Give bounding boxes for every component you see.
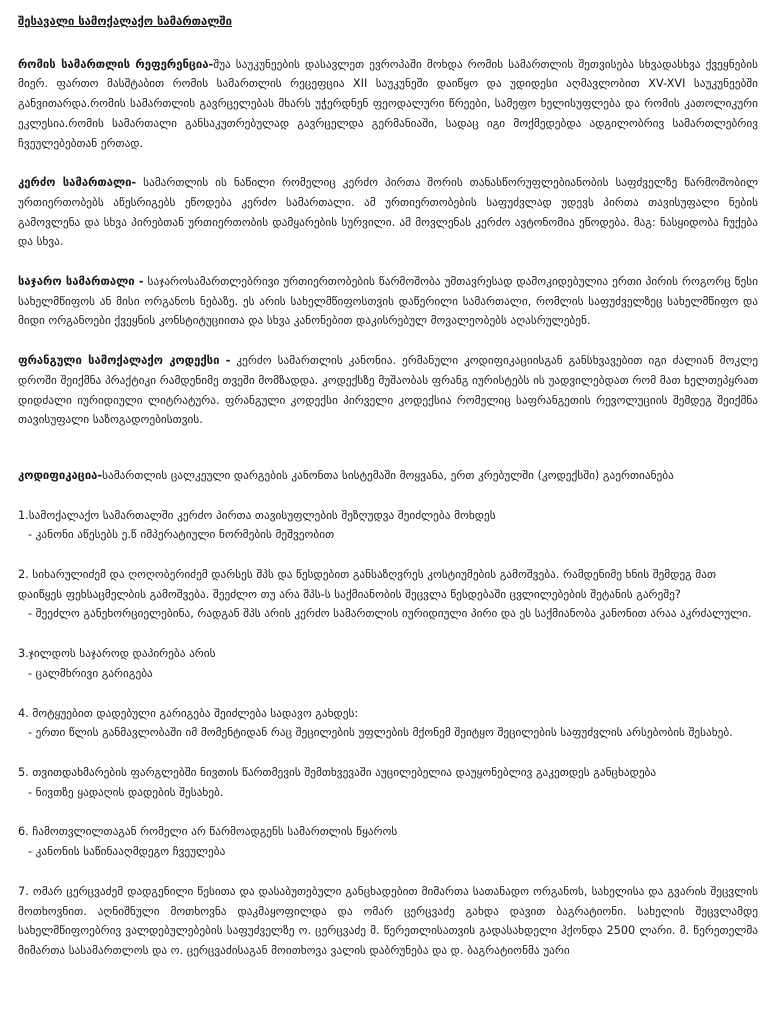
question-text: 5. თვითდახმარების ფარგლებში ნივთის წართმევის შემთხვევაში აუცილებელია დაუყონებლივ გაკეთდეს განცხადება [18,765,657,779]
answer-text: - ერთი წლის განმავლობაში იმ მომენტიდან რაც შეცილების უფლების მქონემ შეიტყო შეცილების საფუძვლის არსებობის შესახებ. [28,726,733,740]
paragraph-text: საჯაროსამართლებრივი ურთიერთობების წარმოშობა უმთავრესად დამოკიდებულია ერთი პირის როგორც წესი სახელმწიფოს ან მისი ორგანოს ნებაზე. ეს არის სახელმწიფოსთვის დაწერილი სამართალი, რომლის საფუძველზეც სახელმწიფო და მიდი ორგანოები ქვეყნის კონსტიტუციითა და სხვა კანონებით დაკისრებულ მოვალეობებს აღასრულებენ. [18,275,758,328]
paragraph-text: შუა საუკუნეების დასავლეთ ევროპაში მოხდა რომის სამართლის შეთვისება სხვადასხვა ქვეყნების მიერ. ფართო მასშტაბით რომის სამართლის რეცეფცია XII საუკუნეში დაიწყო და უდიდესი აღმავლობით XV-XVI საუკუნეებში განვითარდა.რომის სამართლის გავრცელებას მხარს უჭერდნენ ფეოდალური წრეები, სამეფო ხელისუფლება და რომის კათოლიკური ეკლესია.რომის სამართალი განსაკუთრებულად გავრცელდა გერმანიაში, სადაც იგი მოქმედებდა ადგილობრივ სამართლებრივ ჩვეულებებთან ერთად. [18,57,758,150]
paragraph-public-law [18,272,758,331]
answer-text: - ნივთზე ყადაღის დადების შესახებ. [28,785,224,799]
paragraph-term: კოდიფიკაცია- [18,468,103,482]
paragraph-term: კერძო სამართალი- [18,176,137,190]
paragraph-text: კერძო სამართლის კანონია. ერმანული კოდიფიკაციისგან განსხვავებით იგი ძალიან მოკლე დროში შეიქმნა პრაქტიკი რამდენიმე თვეში მომზადდა. კოდექსზე მუშაობას ფრანგ იურისტებს ის უადვილებდათ რომ მათ ხელთეპყრათ დიდძალი იურიდიული ლიტრატურა. ფრანგული კოდექსი პირველი კოდექსია რომელიც საფრანგეთის რევოლუციის შემდეგ შეიქმნა თავისუფალი საზოგადოებისთვის. [18,354,758,427]
answer-text: - კანონის საწინააღმდეგო ჩვეულება [28,845,226,859]
question-item [18,763,758,802]
answer-text: - კანონი აწესებს ე.წ იმპერატიული ნორმების მეშვეობით [28,528,335,542]
paragraph-text: სამართლის ის ნაწილი რომელიც კერძო პირთა შორის თანასწორუფლებიანობის საფძველზე წარმოშობილ ურთიერთობებს აწესრიგებს ეწოდება კერძო სამართალი. ამ ურთიერთობების საფუძვლად უდევს პირთა თავისუფალი ნების გამოვლენა და სხვა პირებთან ურთიერთობის დამყარების სურვილი. ამ მოვლენას კერძო ავტონომია ეწოდება. მაგ: ნასყიდობა ჩუქება და სხვა. [18,176,758,249]
question-item [18,644,758,683]
paragraph-private-law [18,173,758,252]
question-text: 6. ჩამოთვლილთაგან რომელი არ წარმოადგენს სამართლის წყაროს [18,825,398,839]
question-item [18,506,758,545]
section-spacer [18,450,758,466]
paragraph-term: საჯარო სამართალი - [18,275,144,289]
question-item [18,822,758,861]
question-text: 4. მოტყუებით დადებული გარიგება შეიძლება სადავო გახდეს: [18,706,359,720]
answer-text: - შეეძლო განეხორციელებინა, რადგან შპს არის კერძო სამართლის იურიდიული პირი და ეს საქმიანობა კანონით არაა აკრძალული. [28,607,752,621]
paragraph-roman-law-reception [18,55,758,154]
question-item-7: 7. ომარ ცერცვაძემ დადგენილი წესითა და დასაბუთებული განცხადებით მიმართა სათანადო ორგანოს, სახელისა და გვარის შეცვლის მოთხოვნით. აღნიშნული მოთხოვნა დაკმაყოფილდა და ომარ ცერცვაძე გახდა დავით ბაგრატიონი. სახელის შეცვლამდე სახელმწიფოებრივ ვალდებულებების საფუძველზე ო. ცერცვაძე მ. წერეთლისათვის გადასახდელი ჰქონდა 2500 ლარი. მ. წერეთელმა მიმართა სასამართლოს და ო. ცერცვაძისაგან მოითხოვა ვალის დაბრუნება და დ. ბაგრატიონმა უარი [18,884,758,957]
paragraph-term: ფრანგული სამოქალაქო კოდექსი - [18,354,231,368]
question-text: 3.ჯილდოს საჯაროდ დაპირება არის [18,647,216,661]
paragraph-codification [18,466,758,486]
paragraph-term: რომის სამართლის რეფერენცია- [18,57,214,71]
document-page [18,12,758,961]
question-item [18,565,758,624]
question-text: 1.სამოქალაქო სამართალში კერძო პირთა თავისუფლების შეზღუდვა შეიძლება მოხდეს [18,508,496,522]
answer-text: - ცალმხრივი გარიგება [28,666,153,680]
question-text: 2. სიხარულიძემ და ღოღობერიძემ დარსეს შპს და წესდებით განსაზღვრეს კოსტიუმების გამოშვება. რამდენიმე ხნის შემდეგ მათ დაიწყეს ფეხსაცმელბის გამოშვება. შეეძლო თუ არა შპს-ს საქმიანობის შეცვლა წესდებაში ცვლილებების შეტანის გარეშე? [18,568,716,601]
paragraph-text: სამართლის ცალკეული დარგების კანონთა სისტემაში მოყვანა, ერთ კრებულში (კოდექსში) გაერთიანება [102,468,674,482]
paragraph-french-civil-code [18,351,758,430]
document-title: შესავალი სამოქალაქო სამართალში [18,15,232,28]
question-item [18,704,758,743]
